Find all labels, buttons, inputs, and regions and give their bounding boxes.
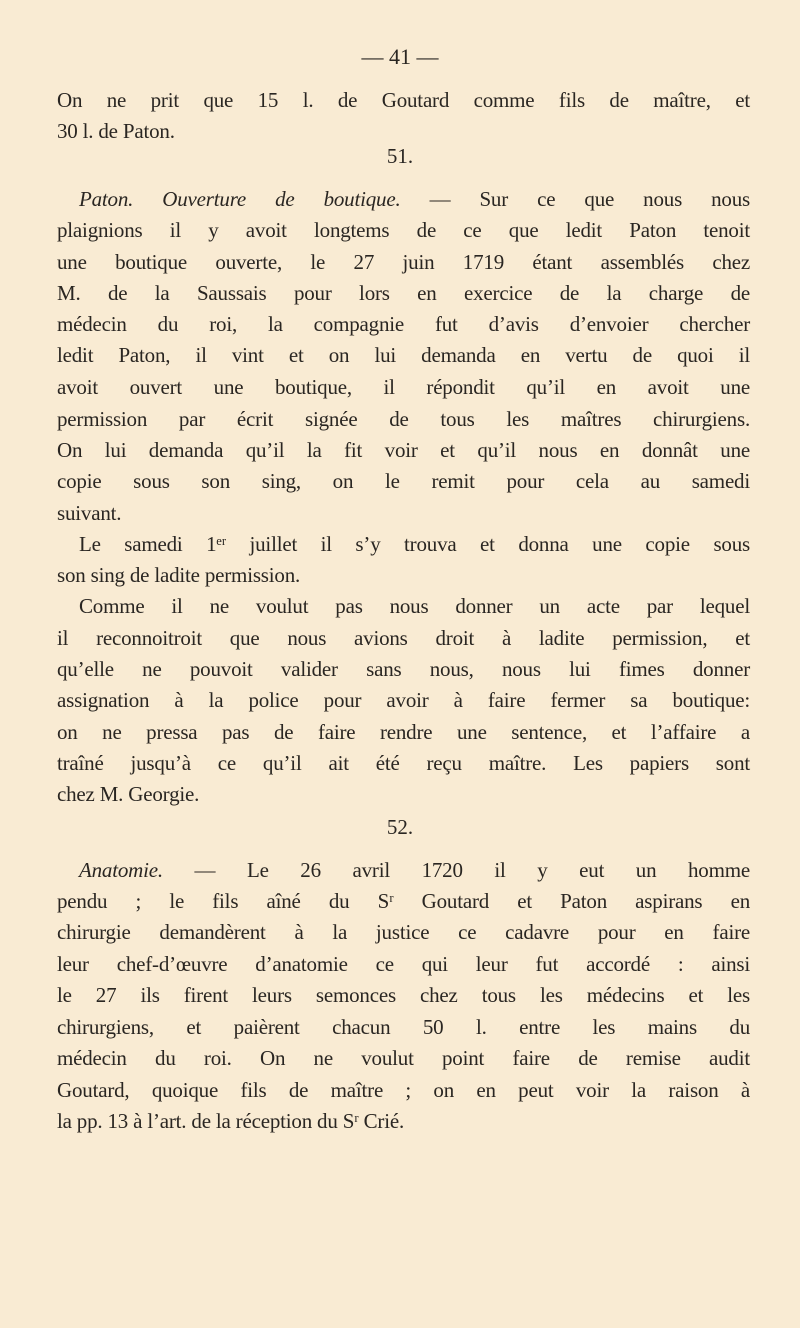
text-line [57,310,750,338]
line-text: — Sur ce que nous nous [400,187,750,211]
text-line [57,436,750,464]
section-title: Anatomie. [79,858,163,882]
line-text: une boutique ouverte, le 27 juin 1719 étant assemblés chez [57,250,750,274]
line-text: On lui demanda qu’il la fit voir et qu’il nous en donnât une [57,438,750,462]
line-text: Comme il ne voulut pas nous donner un acte par lequel [79,594,750,618]
line-text: qu’elle ne pouvoit valider sans nous, nous lui fimes donner [57,657,750,681]
text-line [57,405,750,433]
line-text: traîné jusqu’à ce qu’il ait été reçu maître. Les papiers sont [57,751,750,775]
text-line [57,718,750,746]
text-line [57,1044,750,1072]
line-text: permission par écrit signée de tous les maîtres chirurgiens. [57,407,750,431]
text-line [79,530,750,558]
text-line [57,918,750,946]
text-line [57,561,750,589]
text-line [57,624,750,652]
text-line [57,373,750,401]
text-line [57,467,750,495]
text-line [57,499,750,527]
text-line [79,185,750,213]
line-text: il reconnoitroit que nous avions droit à ladite permission, et [57,626,750,650]
line-text: chirurgiens, et paièrent chacun 50 l. entre les mains du [57,1015,750,1039]
text-line [57,341,750,369]
text-line [57,1107,750,1135]
line-text: 30 l. de Paton. [57,119,175,143]
text-line [57,279,750,307]
section-title: Paton. Ouverture de boutique. [79,187,401,211]
line-text: — Le 26 avril 1720 il y eut un homme [162,858,750,882]
line-text: pendu ; le fils aîné du Sʳ Goutard et Paton aspirans en [57,889,750,913]
line-text: M. de la Saussais pour lors en exercice de la charge de [57,281,750,305]
line-text: On ne prit que 15 l. de Goutard comme fils de maître, et [57,88,750,112]
line-text: Le samedi 1ᵉʳ juillet il s’y trouva et donna une copie sous [79,532,750,556]
section-number: 51. [386,144,414,168]
text-line [57,117,750,145]
text-line [57,749,750,777]
page-number: — 41 — [361,44,439,69]
text-line [79,592,750,620]
line-text: assignation à la police pour avoir à faire fermer sa boutique: [57,688,750,712]
text-line [57,216,750,244]
text-line [57,1076,750,1104]
line-text: la pp. 13 à l’art. de la réception du Sʳ Crié. [57,1109,405,1133]
line-text: leur chef-d’œuvre d’anatomie ce qui leur fut accordé : ainsi [57,952,750,976]
line-text: médecin du roi, la compagnie fut d’avis d’envoier chercher [57,312,750,336]
text-line [57,655,750,683]
text-line [57,950,750,978]
text-line [57,1013,750,1041]
section-number: 52. [386,815,414,839]
text-line [57,248,750,276]
line-text: chez M. Georgie. [57,782,200,806]
text-line [57,780,750,808]
text-line [57,686,750,714]
line-text: Goutard, quoique fils de maître ; on en peut voir la raison à [57,1078,750,1102]
line-text: suivant. [57,501,122,525]
text-line [57,981,750,1009]
line-text: avoit ouvert une boutique, il répondit qu’il en avoit une [57,375,750,399]
line-text: le 27 ils firent leurs semonces chez tous les médecins et les [57,983,750,1007]
line-text: ledit Paton, il vint et on lui demanda en vertu de quoi il [57,343,750,367]
text-line [79,856,750,884]
text-line [57,887,750,915]
line-text: on ne pressa pas de faire rendre une sentence, et l’affaire a [57,720,750,744]
line-text: chirurgie demandèrent à la justice ce cadavre pour en faire [57,920,750,944]
line-text: son sing de ladite permission. [57,563,301,587]
line-text: plaignions il y avoit longtems de ce que ledit Paton tenoit [57,218,750,242]
line-text: médecin du roi. On ne voulut point faire de remise audit [57,1046,750,1070]
line-text: copie sous son sing, on le remit pour cela au samedi [57,469,750,493]
text-line [57,86,750,114]
